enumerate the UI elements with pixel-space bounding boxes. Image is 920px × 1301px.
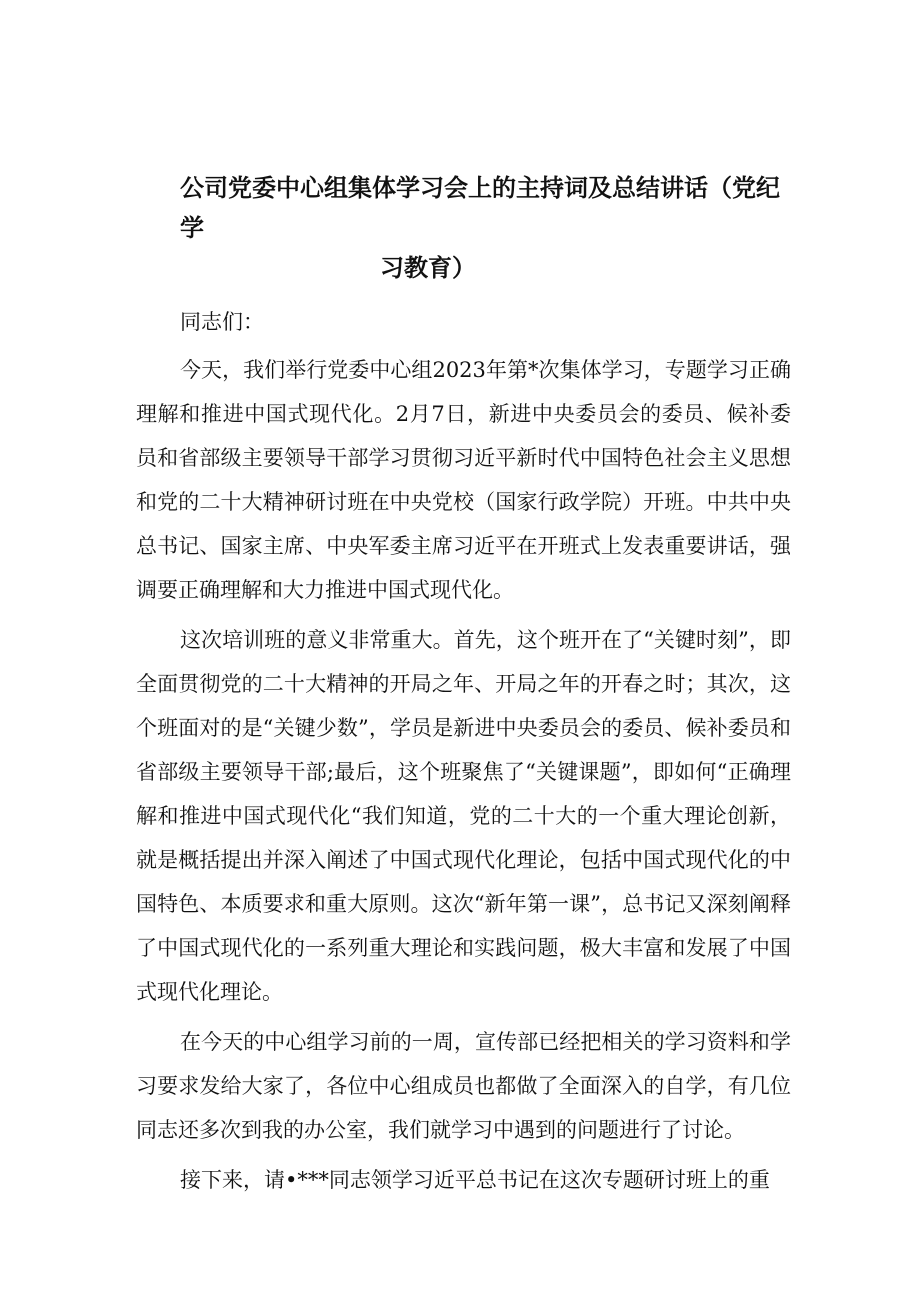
paragraph-4: 接下来，请•***同志领学习近平总书记在这次专题研讨班上的重 [180,1168,770,1192]
paragraph-2: 这次培训班的意义非常重大。首先，这个班开在了“关键时刻”，即全面贯彻党的二十大精神的开局之年、开局之年的开春之时；其次，这个班面对的是“关键少数”，学员是新进中央委员会的委员、候补委员和省部级主要领导干部;最后，这个班聚焦了“关键课题”，即如何“正确理解和推进中国式现代化“我们知道，党的二十大的一个重大理论创新，就是概括提出并深入阐述了中国式现代化理论，包括中国式现代化的中国特色、本质要求和重大原则。这次“新年第一课”，总书记又深刻阐释了中国式现代化的一系列重大理论和实践问题，极大丰富和发展了中国式现代化理论。 [136,628,791,1004]
document-body [136,300,791,1208]
paragraph-3: 在今天的中心组学习前的一周，宣传部已经把相关的学习资料和学习要求发给大家了，各位中心组成员也都做了全面深入的自学，有几位同志还多次到我的办公室，我们就学习中遇到的问题进行了讨论。 [136,1030,791,1142]
title-line-2: 习教育） [380,254,476,282]
document-title [180,168,800,288]
salutation: 同志们： [180,310,264,334]
title-line-1: 公司党委中心组集体学习会上的主持词及总结讲话（党纪学 [180,174,780,242]
paragraph-1: 今天，我们举行党委中心组2023年第*次集体学习，专题学习正确理解和推进中国式现代化。2月7日，新进中央委员会的委员、候补委员和省部级主要领导干部学习贯彻习近平新时代中国特色社会主义思想和党的二十大精神研讨班在中央党校（国家行政学院）开班。中共中央总书记、国家主席、中央军委主席习近平在开班式上发表重要讲话，强调要正确理解和大力推进中国式现代化。 [136,358,791,602]
